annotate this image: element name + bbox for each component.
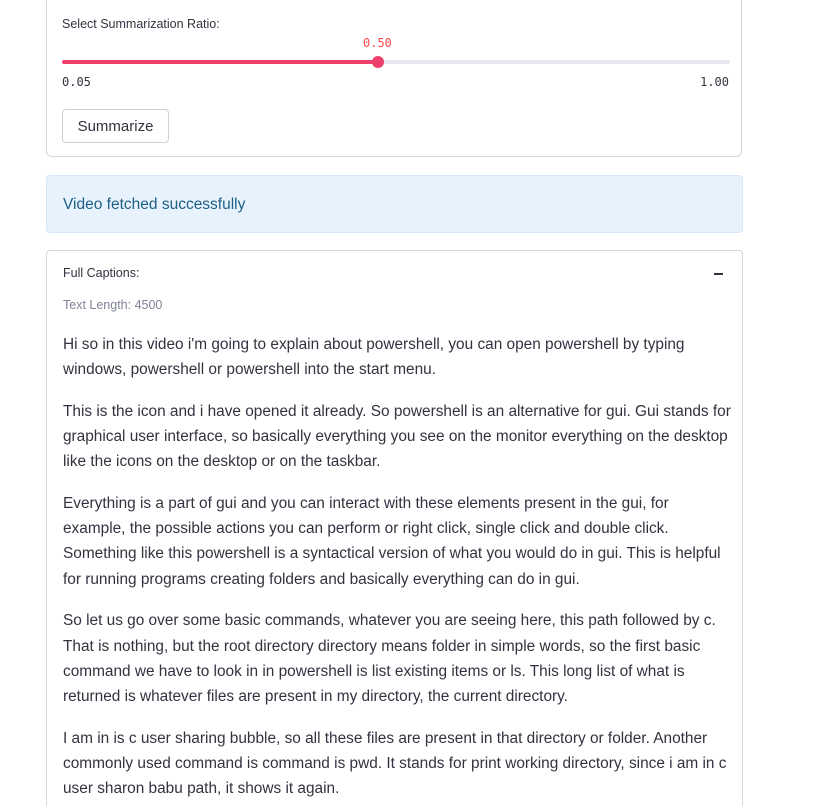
slider-current-value: 0.50 <box>363 36 392 50</box>
captions-body <box>63 332 731 806</box>
status-message: Video fetched successfully <box>63 196 246 213</box>
slider-min-label: 0.05 <box>62 75 91 89</box>
full-captions-expander <box>46 250 743 806</box>
slider-thumb[interactable] <box>372 56 384 68</box>
caption-paragraph: Everything is a part of gui and you can interact with these elements present in the gui, for example, the possible actions you can perform or right click, single click and double click. Something like this powershell is a syntactical version of what you would do in gui. This is helpful for running programs creating folders and basically everything can do in gui. <box>63 495 721 588</box>
slider-label: Select Summarization Ratio: <box>62 17 220 31</box>
slider-max-label: 1.00 <box>700 75 729 89</box>
summarize-button[interactable]: Summarize <box>62 109 169 143</box>
slider-fill <box>62 60 378 64</box>
caption-paragraph: This is the icon and i have opened it already. So powershell is an alternative for gui. Gui stands for graphical user interface, so basically everything you see on the monitor everything on the desktop like the icons on the desktop or on the taskbar. <box>63 402 731 471</box>
status-banner <box>46 175 743 233</box>
caption-paragraph: So let us go over some basic commands, whatever you are seeing here, this path followed by c. That is nothing, but the root directory directory means folder in simple words, so the first basic command we have to look in in powershell is list existing items or ls. This long list of what is returned is whatever files are present in my directory, the current directory. <box>63 612 716 705</box>
caption-paragraph: I am in is c user sharing bubble, so all these files are present in that directory or folder. Another commonly used command is command is pwd. It stands for print working directory, since i am in c user sharon babu path, it shows it again. <box>63 729 727 798</box>
minus-icon[interactable] <box>714 273 723 275</box>
summarization-settings-card <box>46 0 742 157</box>
text-length-label: Text Length: 4500 <box>63 298 163 312</box>
summarization-ratio-slider[interactable] <box>62 60 730 64</box>
expander-title[interactable]: Full Captions: <box>63 266 140 280</box>
caption-paragraph: Hi so in this video i'm going to explain about powershell, you can open powershell by typing windows, powershell or powershell into the start menu. <box>63 336 685 379</box>
